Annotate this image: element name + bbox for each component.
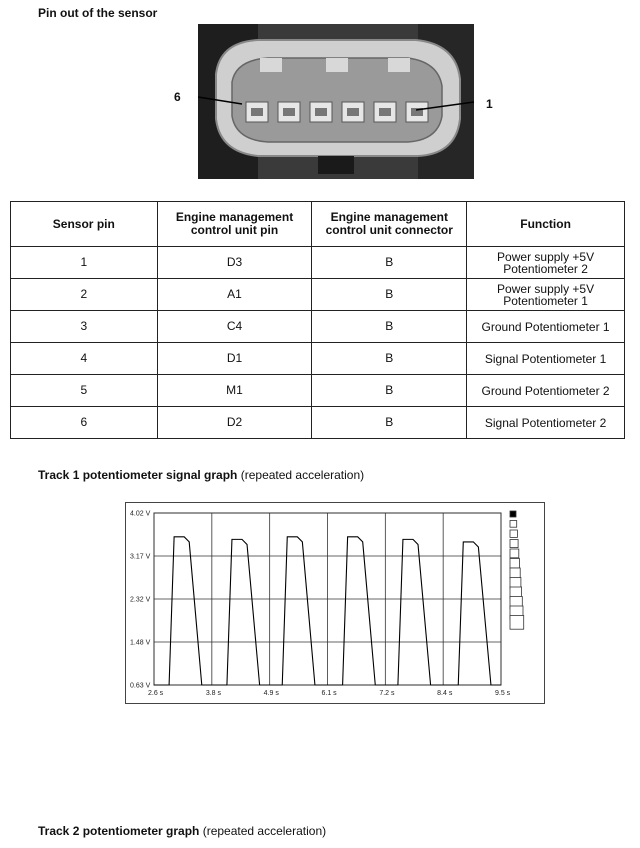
level-indicator-square xyxy=(510,568,520,578)
cell-connector: B xyxy=(312,343,467,375)
track2-heading-bold: Track 2 potentiometer graph xyxy=(38,824,200,838)
x-tick-label: 7.2 s xyxy=(379,690,395,697)
level-indicator-square xyxy=(510,540,518,548)
track1-heading-bold: Track 1 potentiometer signal graph xyxy=(38,468,238,482)
cell-function: Power supply +5V Potentiometer 2 xyxy=(467,247,625,279)
level-indicator-square xyxy=(510,559,520,569)
cell-connector: B xyxy=(312,311,467,343)
cell-function: Ground Potentiometer 2 xyxy=(467,375,625,407)
track2-heading xyxy=(38,824,326,838)
level-indicator-square xyxy=(510,530,517,537)
pin1-label: 1 xyxy=(486,97,493,111)
y-tick-label: 0.63 V xyxy=(130,682,151,690)
cell-ecu-pin: C4 xyxy=(157,311,312,343)
cell-sensor-pin: 5 xyxy=(11,375,158,407)
header-ecu-pin: Engine management control unit pin xyxy=(157,202,312,247)
x-tick-label: 9.5 s xyxy=(495,690,511,697)
y-tick-label: 1.48 V xyxy=(130,639,151,647)
cell-function: Signal Potentiometer 2 xyxy=(467,407,625,439)
cell-ecu-pin: A1 xyxy=(157,279,312,311)
cell-function: Ground Potentiometer 1 xyxy=(467,311,625,343)
level-indicator-square xyxy=(510,549,519,558)
table-row xyxy=(11,343,625,375)
table-header-row xyxy=(11,202,625,247)
cell-sensor-pin: 3 xyxy=(11,311,158,343)
level-indicator-square xyxy=(510,616,524,630)
x-tick-label: 3.8 s xyxy=(205,690,222,697)
table-row xyxy=(11,407,625,439)
track2-heading-rest: (repeated acceleration) xyxy=(199,824,327,838)
track1-graph-svg xyxy=(126,503,544,703)
cell-sensor-pin: 2 xyxy=(11,279,158,311)
x-tick-label: 8.4 s xyxy=(437,690,453,697)
header-ecu-connector: Engine management control unit connector xyxy=(312,202,467,247)
table-row xyxy=(11,279,625,311)
pinout-heading xyxy=(38,6,157,20)
pin6-label: 6 xyxy=(174,90,181,104)
x-tick-label: 2.6 s xyxy=(148,690,164,697)
cell-sensor-pin: 1 xyxy=(11,247,158,279)
y-tick-label: 3.17 V xyxy=(130,553,151,561)
x-tick-label: 4.9 s xyxy=(263,690,279,697)
y-tick-label: 2.32 V xyxy=(130,596,151,604)
connector-photo xyxy=(198,24,474,179)
connector-illustration xyxy=(198,24,474,179)
table-row xyxy=(11,311,625,343)
pin-assignment-table xyxy=(10,201,625,439)
cell-connector: B xyxy=(312,375,467,407)
level-indicator-square xyxy=(510,521,517,528)
cell-ecu-pin: D2 xyxy=(157,407,312,439)
level-indicator-square xyxy=(510,511,516,517)
cell-ecu-pin: M1 xyxy=(157,375,312,407)
table-row xyxy=(11,375,625,407)
cell-connector: B xyxy=(312,279,467,311)
track1-heading-rest: (repeated acceleration) xyxy=(237,468,365,482)
cell-connector: B xyxy=(312,407,467,439)
cell-connector: B xyxy=(312,247,467,279)
x-tick-label: 6.1 s xyxy=(321,690,337,697)
track1-heading xyxy=(38,468,364,482)
cell-ecu-pin: D3 xyxy=(157,247,312,279)
y-tick-label: 4.02 V xyxy=(130,510,151,518)
cell-sensor-pin: 6 xyxy=(11,407,158,439)
table-row xyxy=(11,247,625,279)
cell-sensor-pin: 4 xyxy=(11,343,158,375)
header-function: Function xyxy=(467,202,625,247)
cell-function: Signal Potentiometer 1 xyxy=(467,343,625,375)
header-sensor-pin: Sensor pin xyxy=(11,202,158,247)
cell-function: Power supply +5V Potentiometer 1 xyxy=(467,279,625,311)
pinout-heading-text: Pin out of the sensor xyxy=(38,6,158,20)
cell-ecu-pin: D1 xyxy=(157,343,312,375)
track1-graph xyxy=(125,502,545,704)
